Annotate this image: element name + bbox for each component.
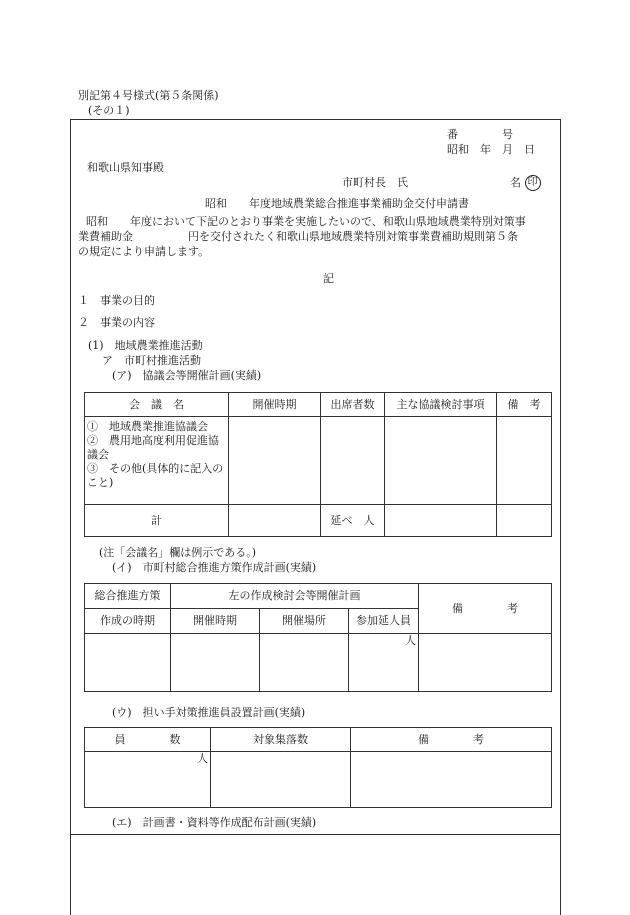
header-meeting-plan: 左の作成検討会等開催計画 — [171, 584, 419, 609]
frame-left — [70, 119, 71, 915]
total-attendees: 延べ 人 — [321, 505, 385, 537]
table-d-caption: (エ) 計画書・資料等作成配布計画(実績) — [112, 816, 317, 829]
council-meeting-table — [84, 392, 552, 537]
frame-bottom — [70, 834, 561, 835]
staff-unit: 人 — [85, 752, 211, 808]
body-line-3: の規定により申請します。 — [78, 245, 210, 258]
section-content: ２ 事業の内容 — [78, 316, 155, 329]
document-title: 昭和 年度地域農業総合推進事業補助金交付申請書 — [205, 197, 469, 210]
header-plan: 総合推進方策 — [85, 584, 171, 609]
body-line-2: 業費補助金 円を交付されたく和歌山県地域農業特別対策事業費補助規則第５条 — [78, 230, 518, 243]
cell-empty — [385, 505, 497, 537]
cell-empty — [260, 634, 349, 692]
number-label: 番 号 — [447, 128, 513, 141]
ki-mark: 記 — [323, 272, 334, 285]
header-meeting-place: 開催場所 — [260, 609, 349, 634]
cell-empty — [497, 417, 552, 505]
section-purpose: １ 事業の目的 — [78, 294, 155, 307]
table-row — [85, 634, 552, 692]
cell-empty — [85, 634, 171, 692]
form-sub: (その１) — [88, 104, 130, 117]
table-b-caption: (イ) 市町村総合推進方策作成計画(実績) — [112, 561, 317, 574]
date-label: 昭和 年 月 日 — [447, 143, 535, 156]
meeting-item-2: ② 農用地高度利用促進協議会 — [87, 434, 219, 461]
frame-right — [560, 119, 561, 915]
header-attendees: 出席者数 — [321, 393, 385, 417]
cell-empty — [229, 505, 321, 537]
table-a-caption: (ア) 協議会等開催計画(実績) — [112, 369, 262, 382]
body-line-1: 昭和 年度において下記のとおり事業を実施したいので、和歌山県地域農業特別対策事 — [86, 215, 526, 228]
subsection-municipal: ア 市町村推進活動 — [102, 354, 201, 367]
cell-empty — [171, 634, 260, 692]
header-topics: 主な協議検討事項 — [385, 393, 497, 417]
header-remarks: 備 考 — [419, 584, 552, 634]
name-label: 名 — [510, 176, 521, 189]
participants-unit: 人 — [349, 634, 419, 692]
header-participants: 参加延人員 — [349, 609, 419, 634]
total-label: 計 — [85, 505, 229, 537]
cell-empty — [351, 752, 552, 808]
table-a-header-row — [85, 393, 552, 417]
meeting-items — [85, 417, 229, 505]
addressee: 和歌山県知事殿 — [87, 161, 164, 174]
header-remarks: 備 考 — [497, 393, 552, 417]
table-a-total-row — [85, 505, 552, 537]
cell-empty — [321, 417, 385, 505]
policy-plan-table — [84, 583, 552, 692]
frame-top — [70, 119, 561, 120]
header-target-villages: 対象集落数 — [211, 728, 351, 752]
table-row — [85, 752, 552, 808]
staff-placement-table — [84, 727, 552, 808]
table-a-note: (注「会議名」欄は例示である。) — [99, 546, 257, 559]
table-c-header-row — [85, 728, 552, 752]
cell-empty — [211, 752, 351, 808]
form-header: 別記第４号様式(第５条関係) — [78, 89, 219, 102]
meeting-item-1: ① 地域農業推進協議会 — [87, 420, 208, 433]
meeting-item-3: ③ その他(具体的に記入のこと) — [87, 462, 224, 489]
header-meeting-time: 開催時期 — [171, 609, 260, 634]
cell-empty — [229, 417, 321, 505]
header-creation-time: 作成の時期 — [85, 609, 171, 634]
applicant: 市町村長 氏 — [342, 176, 408, 189]
header-staff-count: 員 数 — [85, 728, 211, 752]
cell-empty — [497, 505, 552, 537]
subsection-activity: (1) 地域農業推進活動 — [88, 339, 203, 352]
table-c-caption: (ウ) 担い手対策推進員設置計画(実績) — [112, 706, 306, 719]
table-row — [85, 417, 552, 505]
seal-mark: 印 — [525, 175, 541, 191]
header-remarks: 備 考 — [351, 728, 552, 752]
cell-empty — [419, 634, 552, 692]
cell-empty — [385, 417, 497, 505]
header-meeting-time: 開催時期 — [229, 393, 321, 417]
name-seal — [510, 175, 541, 191]
header-meeting-name: 会 議 名 — [85, 393, 229, 417]
table-b-header-row — [85, 584, 552, 609]
